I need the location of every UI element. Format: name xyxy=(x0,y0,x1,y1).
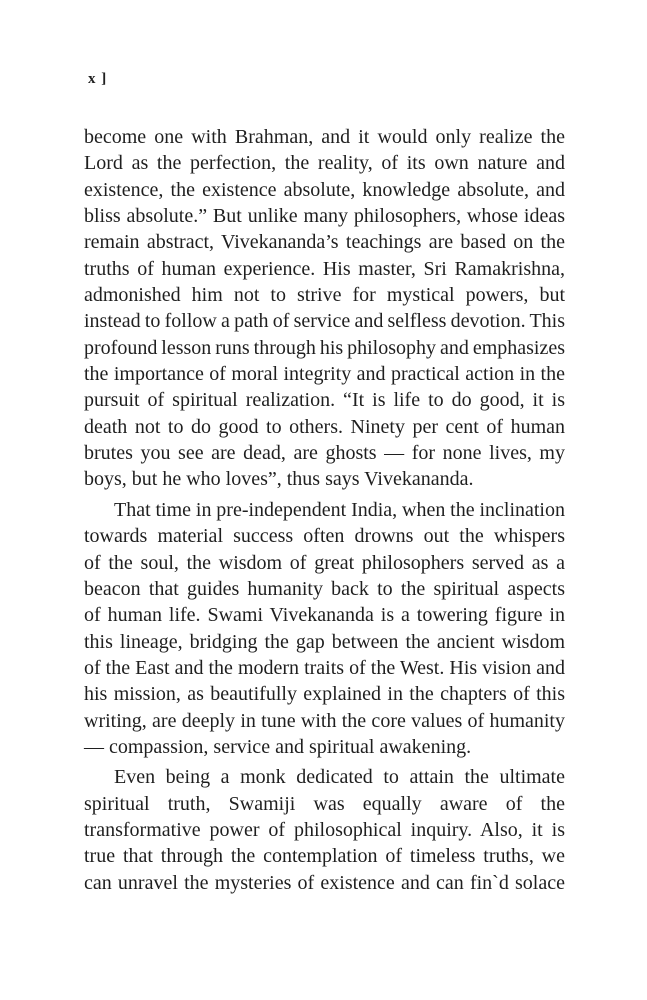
text-line: existence, the existence absolute, knowledge absolute, and xyxy=(84,178,565,201)
text-line: Even being a monk dedicated to attain the ultimate xyxy=(114,766,565,789)
paragraph xyxy=(84,764,565,896)
paragraph xyxy=(84,124,565,493)
text-line: towards material success often drowns out the whispers xyxy=(84,525,565,548)
text-line: the importance of moral integrity and practical action in the xyxy=(84,363,565,386)
text-line: become one with Brahman, and it would only realize the xyxy=(84,126,565,148)
text-line: remain abstract, Vivekananda’s teachings are based on the xyxy=(84,231,565,254)
text-line: spiritual truth, Swamiji was equally aware of the xyxy=(84,792,565,815)
text-line: of human life. Swami Vivekananda is a towering figure in xyxy=(84,604,565,627)
page-body xyxy=(84,124,565,900)
text-line: pursuit of spiritual realization. “It is life to do good, it is xyxy=(84,389,565,412)
text-line: transformative power of philosophical inquiry. Also, it is xyxy=(84,818,565,841)
text-line: beacon that guides humanity back to the spiritual aspects xyxy=(84,577,565,600)
page-number: x ] xyxy=(88,71,108,87)
text-line: admonished him not to strive for mystical powers, but xyxy=(84,284,565,307)
text-line: That time in pre-independent India, when the inclination xyxy=(114,498,565,521)
text-line: Lord as the perfection, the reality, of its own nature and xyxy=(84,152,565,175)
text-line: truths of human experience. His master, Sri Ramakrishna, xyxy=(84,257,565,280)
text-line: death not to do good to others. Ninety per cent of human xyxy=(84,415,565,438)
text-line: can unravel the mysteries of existence and can fin`d solace xyxy=(84,871,565,894)
text-line: of the East and the modern traits of the West. His vision and xyxy=(84,656,565,679)
paragraph xyxy=(84,497,565,760)
text-line: profound lesson runs through his philosophy and emphasizes xyxy=(84,336,565,359)
text-line: this lineage, bridging the gap between the ancient wisdom xyxy=(84,630,565,653)
text-line: brutes you see are dead, are ghosts — for none lives, my xyxy=(84,442,565,465)
text-line: writing, are deeply in tune with the core values of humanity xyxy=(84,709,565,732)
text-line: his mission, as beautifully explained in the chapters of this xyxy=(84,683,565,706)
text-line: true that through the contemplation of timeless truths, we xyxy=(84,845,565,868)
text-line: of the soul, the wisdom of great philosophers served as a xyxy=(84,551,565,574)
text-line: bliss absolute.” But unlike many philosophers, whose ideas xyxy=(84,205,565,228)
text-line: instead to follow a path of service and selfless devotion. This xyxy=(84,310,565,333)
text-line: — compassion, service and spiritual awakening. xyxy=(84,735,472,758)
text-line: boys, but he who loves”, thus says Vivekananda. xyxy=(84,468,474,491)
